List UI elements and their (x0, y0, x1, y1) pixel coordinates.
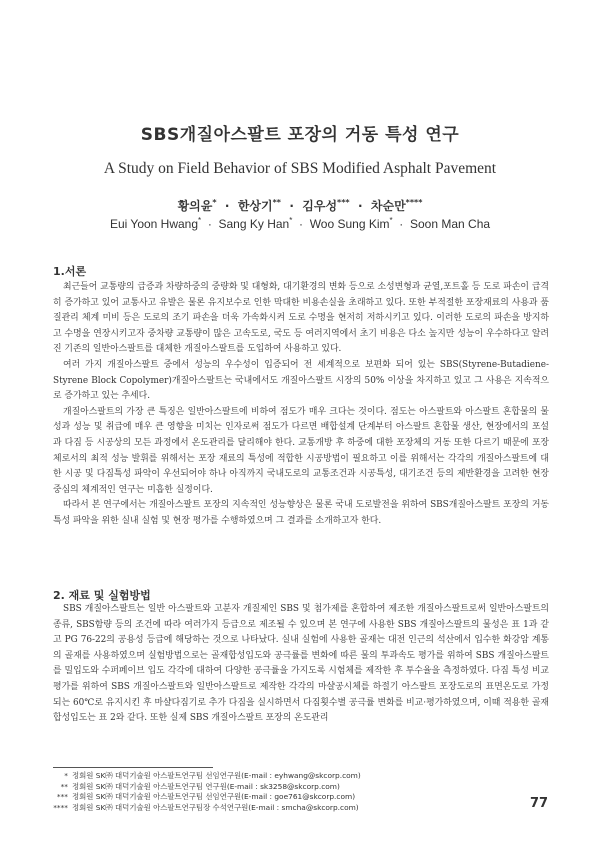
author-name: Eui Yoon Hwang (109, 217, 199, 231)
paragraph: 따라서 본 연구에서는 개질아스팔트 포장의 지속적인 성능향상은 물론 국내 도로발전을 위하여 SBS개질아스팔트 포장의 거동특성 파악을 위한 실내 실험 및 현장 평가를 수행하였으며 그 결과를 소개하고자 한다. (53, 500, 549, 526)
author-mark: ** (272, 198, 281, 207)
paragraph: 여러 가지 개질아스팔트 중에서 성능의 우수성이 입증되어 전 세계적으로 보편화 되어 있는 SBS(Styrene-Butadiene-Styrene Block Copolymer)개질아스팔트는 국내에서도 개질아스팔트 시장의 50% 이상을 차지하고 있고 그 사용은 지속적으로 증가하고 있는 추세다. (53, 359, 549, 402)
author-name: 황의윤 (177, 199, 213, 213)
author-name: 차순만 (370, 199, 406, 213)
footnote-mark: ** (60, 781, 68, 791)
page-number: 77 (530, 796, 549, 811)
footnotes (43, 771, 361, 813)
section-heading: 2. 재료 및 실험방법 (53, 589, 151, 602)
author-mark: * (389, 216, 393, 225)
footnote-text: 정회원 SK㈜ 대덕기술원 아스팔트연구팀장 수석연구원(E-mail : smcha@skcorp.com) (72, 802, 359, 812)
footnote-text: 정회원 SK㈜ 대덕기술원 아스팔트연구팀 연구원(E-mail : sk3258@skcorp.com) (72, 781, 340, 791)
section-body (53, 602, 549, 727)
author-list-korean: 황의윤* · 한상기** · 김우성*** · 차순만**** (177, 198, 423, 213)
section-body (53, 280, 549, 530)
author-mark: * (289, 216, 293, 225)
author-mark: **** (405, 198, 423, 207)
paper-title-korean: SBS개질아스팔트 포장의 거동 특성 연구 (140, 125, 460, 145)
author-name: 한상기 (237, 199, 273, 213)
paper-title-english: A Study on Field Behavior of SBS Modified Asphalt Pavement (103, 160, 497, 177)
footnote-mark: *** (56, 792, 68, 802)
footnote (43, 803, 361, 814)
section-heading: 1.서론 (53, 265, 87, 278)
footnote (43, 782, 361, 793)
footnote-text: 정회원 SK㈜ 대덕기술원 아스팔트연구팀 선임연구원(E-mail : eyhwang@skcorp.com) (72, 771, 361, 780)
paragraph: SBS 개질아스팔트는 일반 아스팔트와 고분자 개질제인 SBS 및 첨가제를 혼합하여 제조한 개질아스팔트로써 일반아스팔트의 종류, SBS함량 등의 조건에 따라 여러가지 등급으로 제조될 수 있으며 본 연구에 사용한 SBS 개질아스팔트의 물성은 표 1과 같고 PG 76-22의 공용성 등급에 해당하는 것으로 나타났다. 실내 실험에 사용한 골재는 대전 인근의 석산에서 입수한 화강암 계통의 골재를 사용하였으며 실험방법으로는 골재합성입도와 공극률를 변화에 따른 물의 투과속도 평가를 위하여 SBS 개질아스팔트를 밀입도와 수퍼페이브 입도 각각에 대하여 다양한 공극률을 가지도록 시험체를 제작한 후 투수율을 측정하였다. 다짐 특성 비교평가를 위하여 SBS 개질아스팔트와 일반아스팔트로 제작한 각각의 마샬공시체를 하절기 아스팔트 포장도로의 표면온도로 가정되는 60℃로 유지시킨 후 마샬다짐기로 추가 다짐을 실시하면서 다짐횟수별 공극률 변화를 비교·평가하였으며, 이때 적용한 골재합성입도는 표 2와 같다. 또한 실제 SBS 개질아스팔트 포장의 온도관리 (53, 604, 549, 724)
footnote-mark: **** (53, 802, 68, 812)
footnote (43, 792, 361, 803)
footnote (43, 771, 361, 782)
footnote-text: 정회원 SK㈜ 대덕기술원 아스팔트연구팀 선임연구원(E-mail : goe761@skcorp.com) (72, 792, 356, 802)
author-name: Soon Man Cha (409, 217, 491, 231)
author-name: Sang Ky Han (218, 217, 290, 231)
author-mark: * (198, 216, 202, 225)
author-list-english: Eui Yoon Hwang* · Sang Ky Han* · Woo Sung Kim* · Soon Man Cha (109, 216, 491, 231)
author-mark: * (212, 198, 217, 207)
footnote-mark: * (64, 771, 68, 780)
paragraph: 최근들어 교통량의 급증과 차량하중의 중량화 및 대형화, 대기환경의 변화 등으로 소성변형과 균열,포트홀 등 도로 파손이 급격히 증가하고 있어 교통사고 유발은 물론 유지보수로 인한 막대한 비용손실을 초래하고 있다. 또한 부적절한 포장재료의 사용과 품질관리 체계 미비 등은 도로의 조기 파손을 더욱 가속화시켜 도로 수명을 현저히 저하시키고 있다. 이러한 도로의 파손을 방지하고 수명을 연장시키고자 중차량 교통량이 많은 고속도로, 국도 등 여러지역에서 초기 비용은 다소 높지만 성능이 우수하다고 알려진 기존의 일반아스팔트를 대체한 개질아스팔트를 도입하여 사용하고 있다. (53, 282, 549, 355)
author-mark: *** (337, 198, 350, 207)
author-name: Woo Sung Kim (309, 217, 390, 231)
paragraph: 개질아스팔트의 가장 큰 특징은 일반아스팔트에 비하여 점도가 매우 크다는 것이다. 점도는 아스팔트와 아스팔트 혼합물의 물성과 성능 및 취급에 매우 큰 영향을 미치는 인자로써 점도가 다르면 배합설계 단계부터 아스팔트 혼합물 생산, 현장에서의 포설과 다짐 등 시공상의 모든 과정에서 온도관리를 달리해야 한다. 교통개방 후 하중에 대한 포장체의 거동 또한 다르기 때문에 포장체로서의 최적 성능 발휘를 위해서는 포장 재료의 특성에 적합한 시공방법이 필요하고 이를 위해서는 각각의 개질아스팔트에 대한 시공 및 다짐특성 파악이 우선되어야 하나 아직까지 국내도로의 교통조건과 시공특성, 대기조건 등의 제반환경을 고려한 현장중심의 체계적인 연구는 미흡한 실정이다. (53, 406, 549, 495)
author-name: 김우성 (302, 199, 338, 213)
footnote-divider (53, 767, 213, 768)
